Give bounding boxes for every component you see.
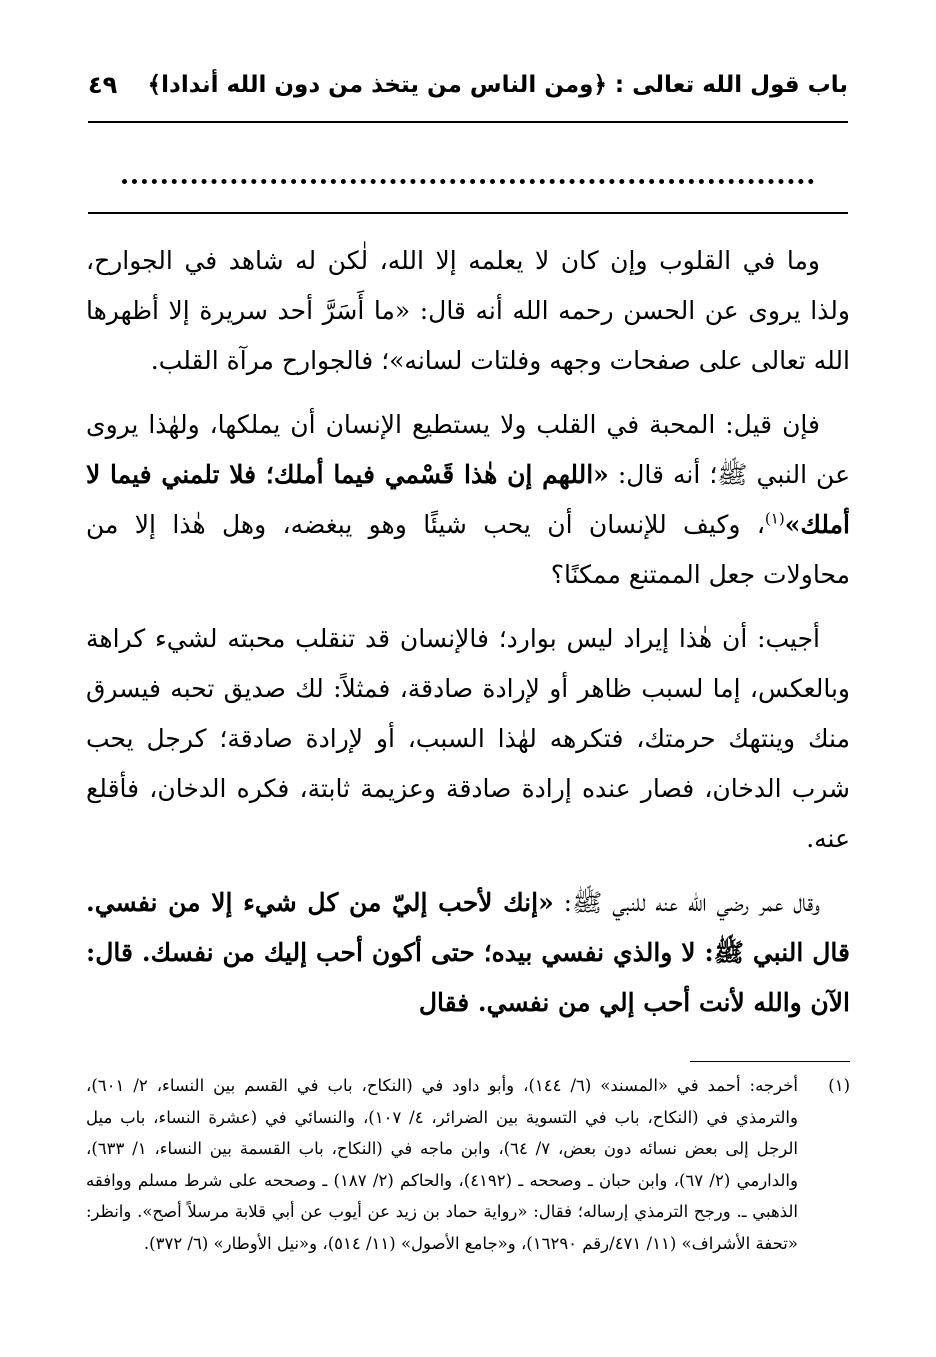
- paragraph-heart-and-limbs: وما في القلوب وإن كان لا يعلمه إلا الله، لٰكن له شاهد في الجوارح، ولذا يروى عن الحسن رحمه الله أنه قال: «ما أَسَرَّ أحد سريرة إلا أظهرها الله تعالى على صفحات وجهه وفلتات لسانه»؛ فالجوارح مرآة القلب.: [86, 246, 850, 375]
- chapter-title: باب قول الله تعالى : ﴿ومن الناس من يتخذ من دون الله أندادا﴾: [147, 72, 848, 98]
- page-number: ٤٩: [88, 71, 118, 99]
- umar-hadith: «إنك لأحب إليّ من كل شيء إلا من نفسي. قال النبي ﷺ: لا والذي نفسي بيده؛ حتى أكون أحب إليك من نفسك. قال: الآن والله لأنت أحب إلي من نفسي. فقال: [86, 888, 851, 1017]
- paragraph-objection: [86, 400, 850, 600]
- footnote-text: أخرجه: أحمد في «المسند» (٦/ ١٤٤)، وأبو داود في (النكاح، باب في القسم بين النساء، ٢/ ٦٠١)، والترمذي في (النكاح، باب في التسوية بين الضرائر، ٤/ ١٠٧)، والنسائي في (عشرة النساء، باب ميل الرجل إلى بعض نسائه دون بعض، ٧/ ٦٤)، وابن ماجه في (النكاح، باب القسمة بين النساء، ١/ ٦٣٣)، والدارمي (٢/ ٦٧)، وابن حبان ـ وصححه ـ (٤١٩٢)، والحاكم (٢/ ١٨٧) ـ وصححه على شرط مسلم ووافقه الذهبي ـ. ورجح الترمذي إرساله؛ فقال: «رواية حماد بن زيد عن أيوب عن أبي قلابة مرسلاً أصح». وانظر: «تحفة الأشراف» (١١/ ٤٧١/رقم ١٦٢٩٠)، و«جامع الأصول» (١١/ ٥١٤)، و«نيل الأوطار» (٦/ ٣٧٢).: [86, 1076, 799, 1253]
- paragraph-answer: أجيب: أن هٰذا إيراد ليس بوارد؛ فالإنسان قد تنقلب محبته لشيء كراهة وبالعكس، إما لسبب ظاهر أو لإرادة صادقة، فمثلاً: لك صديق تحبه فيسرق منك وينتهك حرمتك، فتكرهه لهٰذا السبب، أو لإرادة صادقة؛ كرجل يحب شرب الدخان، فصار عنده إرادة صادقة وعزيمة ثابتة، فكره الدخان، فأقلع عنه.: [86, 624, 850, 853]
- header-rule: [88, 121, 848, 123]
- hadith-quote: «اللهم إن هٰذا قَسْمي فيما أملك؛ فلا تلمني فيما لا أملك»: [86, 460, 850, 539]
- footnote-number: (١): [828, 1076, 850, 1095]
- main-text: [86, 236, 850, 1028]
- objection-continuation: ، وكيف للإنسان أن يحب شيئًا وهو يبغضه، وهل هٰذا إلا من محاولات جعل الممتنع ممكنًا؟: [86, 510, 850, 589]
- paragraph-umar: [86, 878, 850, 1028]
- footnote: [86, 1070, 850, 1259]
- dotted-separator: [122, 150, 814, 184]
- umar-intro: وقال عمر رضي الله عنه للنبي ﷺ:: [553, 888, 820, 917]
- section-rule: [88, 212, 848, 214]
- page-header: [88, 60, 848, 110]
- footnote-marker: (١): [764, 509, 785, 528]
- footnote-rule: [690, 1061, 850, 1062]
- objection-text: فإن قيل: المحبة في القلب ولا يستطيع الإنسان أن يملكها، ولهٰذا يروى عن النبي ﷺ؛ أنه قال:: [86, 410, 851, 489]
